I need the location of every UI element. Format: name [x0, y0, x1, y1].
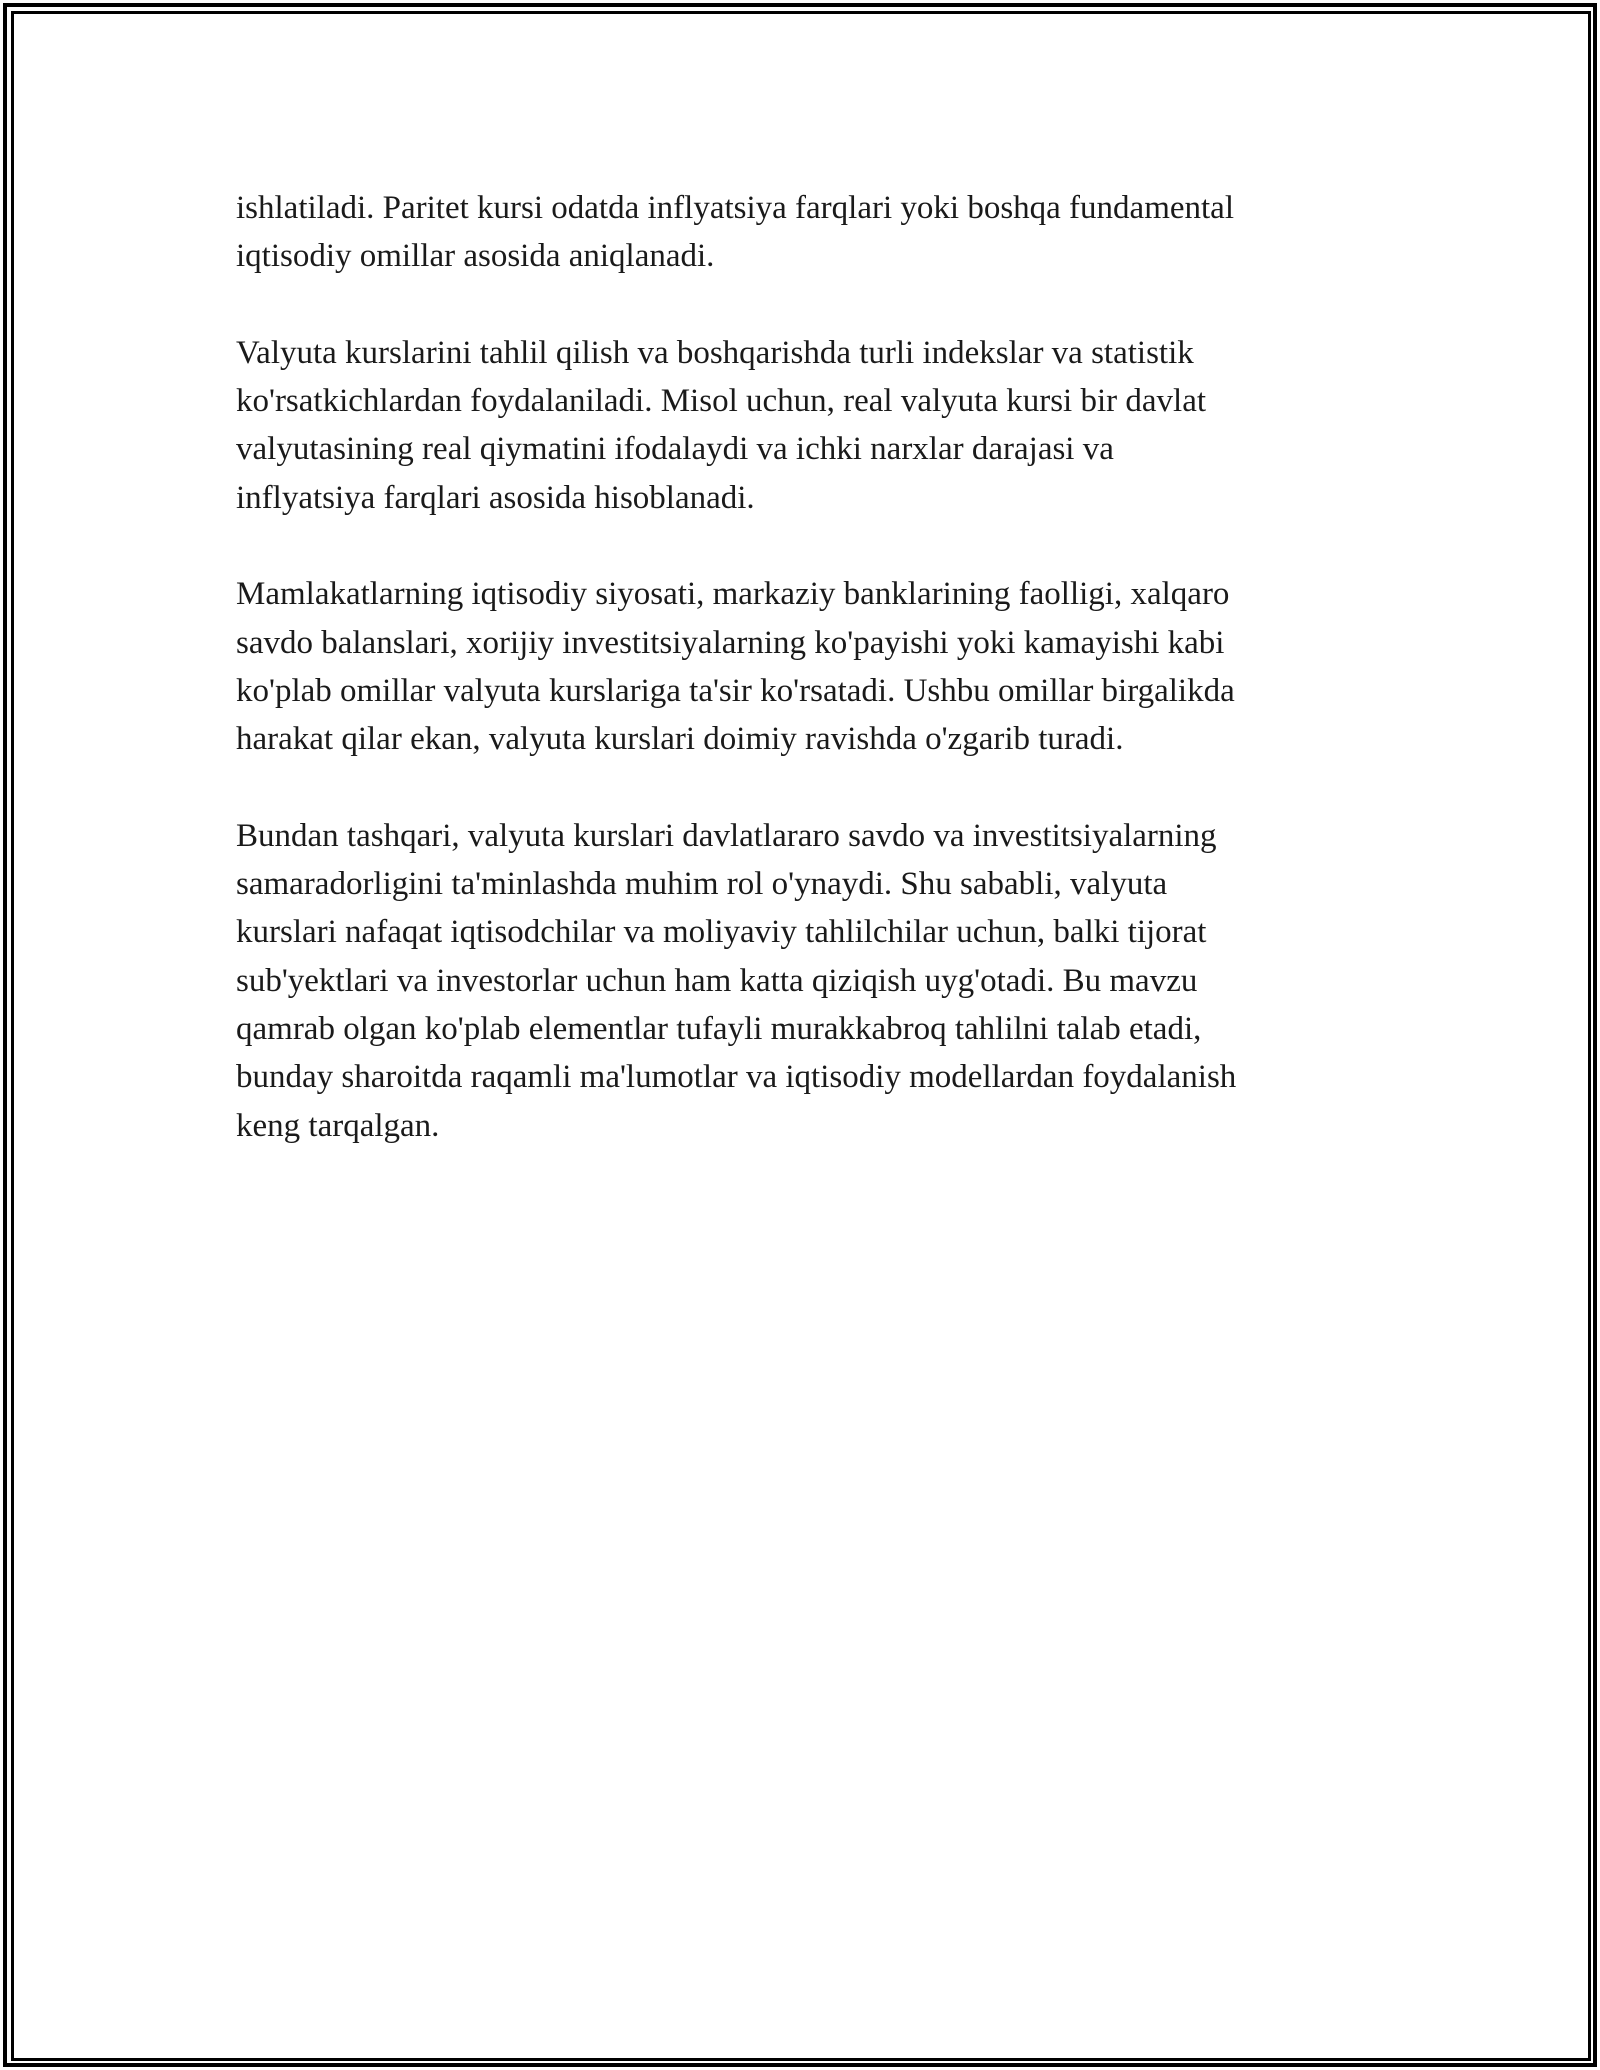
text-line: iqtisodiy omillar asosida aniqlanadi.: [236, 238, 715, 275]
text-line: ishlatiladi. Paritet kursi odatda inflyatsiya farqlari yoki boshqa fundamental: [236, 190, 1234, 226]
text-line: ko'plab omillar valyuta kurslariga ta'sir ko'rsatadi. Ushbu omillar birgalikda: [236, 672, 1235, 709]
text-line: bunday sharoitda raqamli ma'lumotlar va iqtisodiy modellardan foydalanish: [236, 1059, 1237, 1096]
paragraph-3: [236, 570, 1366, 763]
paragraph-1: [236, 184, 1366, 281]
text-line: savdo balanslari, xorijiy investitsiyalarning ko'payishi yoki kamayishi kabi: [236, 624, 1225, 661]
text-line: keng tarqalgan.: [236, 1107, 440, 1144]
text-line: ko'rsatkichlardan foydalaniladi. Misol uchun, real valyuta kursi bir davlat: [236, 383, 1207, 420]
paragraph-2: [236, 329, 1366, 522]
text-line: Bundan tashqari, valyuta kurslari davlatlararo savdo va investitsiyalarning: [236, 817, 1217, 854]
text-line: kurslari nafaqat iqtisodchilar va moliyaviy tahlilchilar uchun, balki tijorat: [236, 914, 1207, 951]
text-line: harakat qilar ekan, valyuta kurslari doimiy ravishda o'zgarib turadi.: [236, 721, 1124, 758]
text-line: valyutasining real qiymatini ifodalaydi va ichki narxlar darajasi va: [236, 431, 1114, 468]
text-line: qamrab olgan ko'plab elementlar tufayli murakkabroq tahlilni talab etadi,: [236, 1011, 1202, 1048]
paragraph-4: [236, 812, 1366, 1150]
text-line: sub'yektlari va investorlar uchun ham katta qiziqish uyg'otadi. Bu mavzu: [236, 962, 1198, 999]
text-line: Valyuta kurslarini tahlil qilish va boshqarishda turli indekslar va statistik: [236, 334, 1194, 371]
text-line: Mamlakatlarning iqtisodiy siyosati, markaziy banklarining faolligi, xalqaro: [236, 576, 1230, 613]
text-line: samaradorligini ta'minlashda muhim rol o'ynaydi. Shu sababli, valyuta: [236, 866, 1168, 903]
document-body: [236, 184, 1366, 1198]
text-line: inflyatsiya farqlari asosida hisoblanadi.: [236, 479, 755, 516]
